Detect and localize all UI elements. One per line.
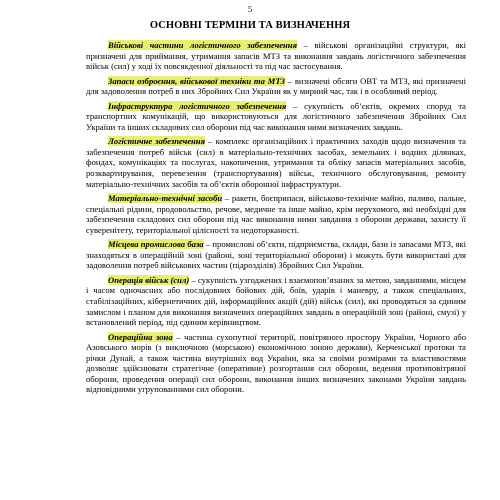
term-highlighted: Запаси озброєння, військової техніки та МТЗ: [108, 75, 285, 86]
page-title: ОСНОВНІ ТЕРМІНИ ТА ВИЗНАЧЕННЯ: [149, 20, 351, 31]
term-definition: – визначені обсяги ОВТ та МТЗ, які призначені для задоволення потреб в них Збройних Сил України як у мирний час, так і в особливий період.: [86, 75, 466, 97]
term-paragraph: [86, 101, 466, 133]
term-paragraph: [86, 76, 466, 97]
term-highlighted: Інфраструктура логістичного забезпечення: [108, 100, 287, 111]
term-paragraph: [86, 332, 466, 395]
term-paragraph: [86, 239, 466, 271]
term-paragraph: [86, 136, 466, 189]
term-definition: – військові організаційні структури, які призначені для приймання, утримання запасів МТЗ та виконання завдань логістичного забезпечення військ (сил) у ході їх повсякденної діяльності та під час застосування.: [86, 40, 466, 72]
term-paragraph: [86, 275, 466, 328]
term-definition: – промислові об’єкти, підприємства, склади, бази із запасами МТЗ, які знаходяться в операційній зоні (районі, зоні територіальної оборони) і можуть бути використані для задоволення потреб військових частин (підрозділів) Збройних Сил України.: [86, 239, 467, 271]
page-number: 5: [247, 4, 253, 14]
term-definition: – сукупність узгоджених і взаємопов’язаних за метою, завданнями, місцем і часом одночасних або послідовних бойових дій, боїв, ударів і маневру, а також спеціальних, стабілізаційних, кібернетичних дій, інформаційних акцій (дій) військ (сил), які проводяться за єдиним замислом і планом для виконання визначених операційних завдань в операційній зоні (районі, смузі) у встановлений період, під єдиним керівництвом.: [86, 274, 466, 328]
term-highlighted: Місцева промислова база: [108, 239, 204, 250]
term-highlighted: Операційна зона: [108, 331, 173, 342]
term-highlighted: Військові частини логістичного забезпечення: [108, 40, 297, 50]
term-highlighted: Операція військ (сил): [108, 274, 190, 285]
term-highlighted: Логістичне забезпечення: [108, 136, 205, 147]
term-paragraph: [86, 40, 466, 72]
term-definition: – ракети, боєприпаси, військово-технічне майно, паливо, пальне, спеціальні рідини, продовольство, речове, медичне та інше майно, крім нерухомого, які необхідні для забезпечення складових сил оборони під час виконання ними завдання з оборони держави, захисту її суверенітету, територіальної цілісності та недоторканості.: [86, 193, 466, 235]
terms-list: [86, 40, 466, 399]
term-definition: – сукупність об’єктів, окремих споруд та транспортних комунікацій, що використовуються для логістичного забезпечення Збройних Сил України та інших складових сил оборони під час виконання ними визначених завдань.: [86, 100, 466, 132]
term-definition: – комплекс організаційних і практичних заходів щодо визначення та забезпечення потреб військ (сил) в матеріально-технічних засобах, земельних і водних ділянках, фондах, комунікаціях та послугах, накопичення, утримання та обліку запасів матеріальних засобів, розквартирування, перевезення (транспортування) військ, технічного обслуговування, ремонту матеріально-технічних засобів та об’єктів оборонної інфраструктури.: [86, 136, 466, 189]
term-paragraph: [86, 193, 466, 235]
term-definition: – частина сухопутної території, повітряного простору України, Чорного або Азовського морів (з виключною (морською) економічною зоною держави), Керченської протоки та річки Дунай, а також частина внутрішніх вод України, яка за своїми розмірами та властивостями дозволяє здійснювати стратегічне (оперативне) розгортання сил оборони, ведення протиповітряної оборони, проведення операції сил оборони, виконання інших визначених законами України завдань відповідними угрупованнями сил оборони.: [86, 331, 466, 395]
term-highlighted: Матеріально-технічні засоби: [108, 193, 223, 204]
